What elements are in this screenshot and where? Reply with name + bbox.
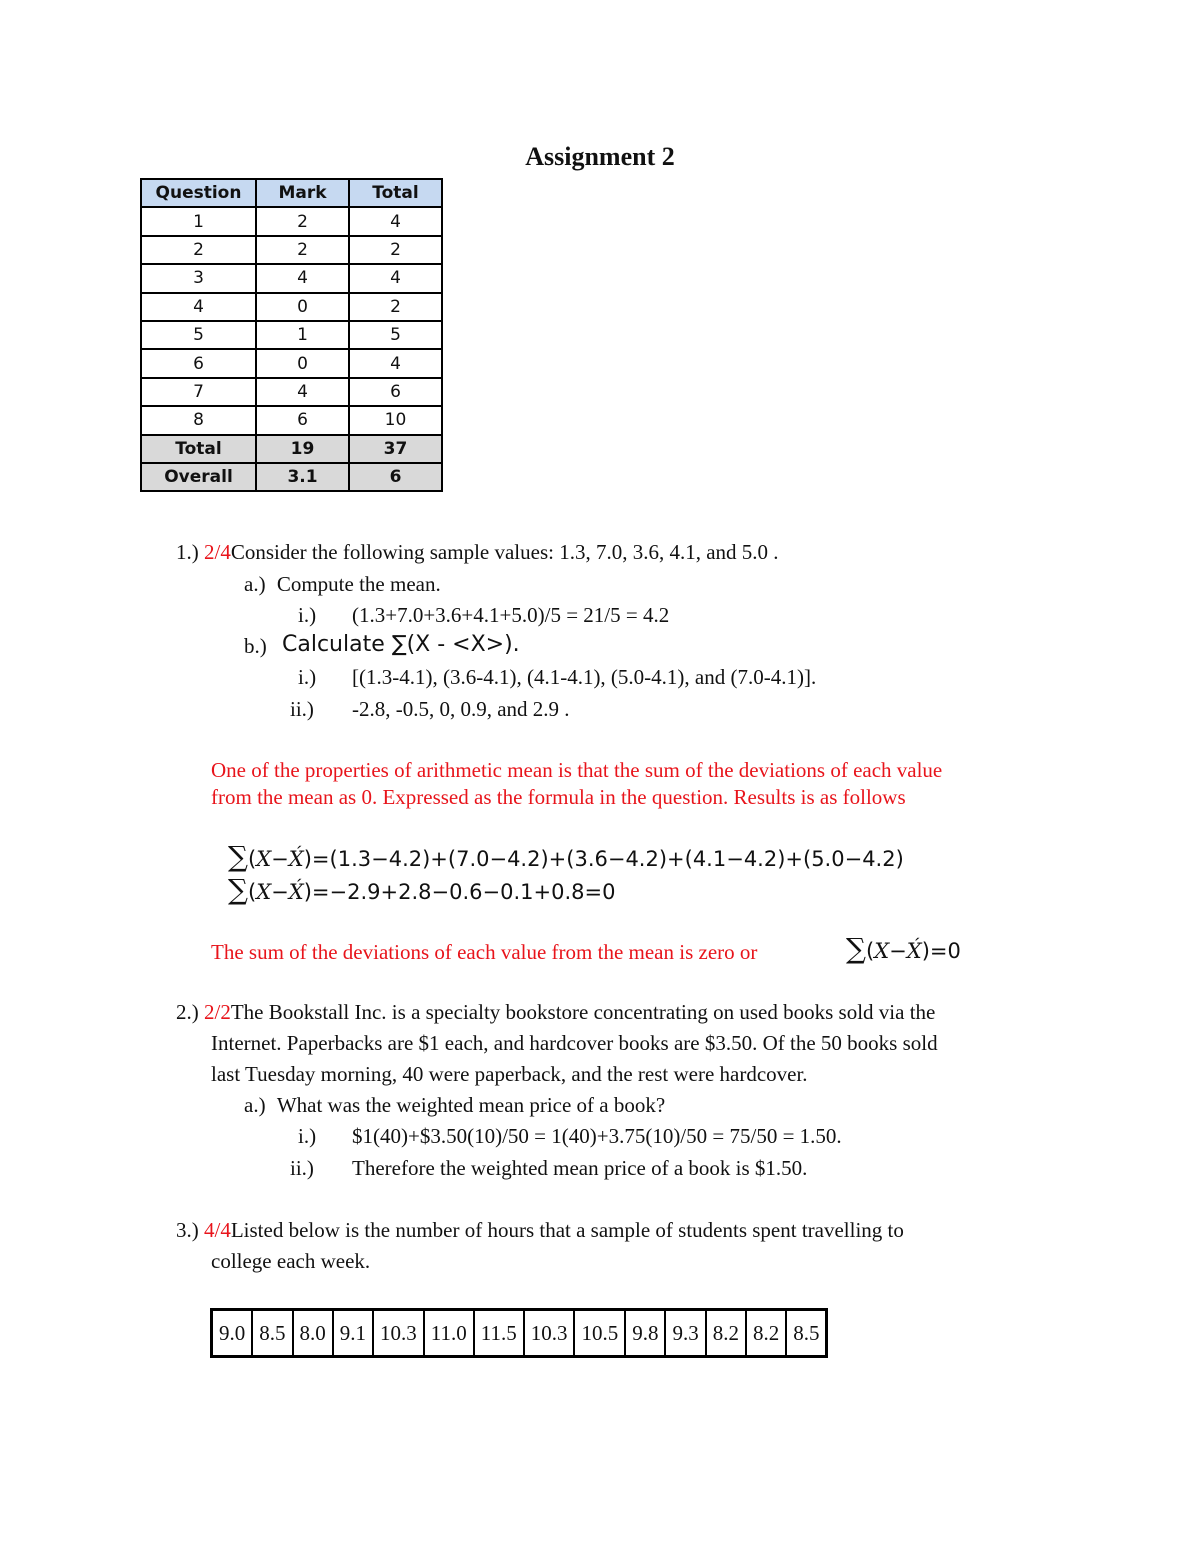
table-cell: 4 [349,264,442,292]
var-x: X [256,880,272,904]
hours-cell: 10.3 [524,1310,575,1357]
hours-cell: 10.3 [373,1310,424,1357]
table-cell: 4 [141,293,256,321]
table-cell: 0 [256,293,349,321]
q2a-line [244,1093,665,1118]
var-xbar: X́ [288,880,304,904]
table-row [141,378,442,406]
hours-cell: 8.2 [706,1310,746,1357]
sigma-icon: ∑ [846,932,866,965]
table-cell: 10 [349,406,442,434]
q3-number: 3.) [176,1218,199,1242]
table-cell: 4 [349,207,442,235]
table-cell: 5 [141,321,256,349]
var-x: X [874,939,890,963]
q1-conclusion: The sum of the deviations of each value from the mean is zero or [211,940,758,964]
total-row [141,435,442,463]
hours-cell: 9.0 [212,1310,253,1357]
table-cell: 4 [349,349,442,377]
table-cell: 5 [349,321,442,349]
table-row [141,349,442,377]
q2-text-3: last Tuesday morning, 40 were paperback, and the rest were hardcover. [211,1062,808,1086]
table-cell: Total [141,435,256,463]
var-xbar: X́ [288,847,304,871]
q1b-label: b.) [244,634,267,658]
overall-row [141,463,442,491]
q1-text: Consider the following sample values: 1.3, 7.0, 3.6, 4.1, and 5.0 . [230,540,779,564]
table-row [141,406,442,434]
table-cell: 6 [349,378,442,406]
table-cell: 0 [256,349,349,377]
q2a-label: a.) [244,1093,266,1117]
q1a-line [244,572,441,597]
table-cell: 2 [349,236,442,264]
header-total: Total [349,179,442,207]
header-question: Question [141,179,256,207]
table-cell: 8 [141,406,256,434]
table-cell: 7 [141,378,256,406]
marks-table-header [141,179,442,207]
q3-line [176,1218,904,1243]
var-x: X [256,847,272,871]
hours-cell: 9.8 [625,1310,665,1357]
hours-cell: 9.3 [665,1310,705,1357]
q2-text-2: Internet. Paperbacks are $1 each, and hardcover books are $3.50. Of the 50 books sold [211,1031,938,1055]
page-title: Assignment 2 [525,142,675,171]
q1-number: 1.) [176,540,199,564]
table-cell: 4 [256,378,349,406]
sigma-icon: ∑ [228,840,248,873]
table-cell: 2 [256,207,349,235]
q1b-text: Calculate ∑(X - <X>). [282,632,520,657]
table-row [141,264,442,292]
table-cell: 2 [141,236,256,264]
q1-comment-1: One of the properties of arithmetic mean is that the sum of the deviations of each value [211,758,943,782]
equation-2-rhs: =−2.9+2.8−0.6−0.1+0.8=0 [311,880,616,904]
q2-text-1: The Bookstall Inc. is a specialty bookstore concentrating on used books sold via the [230,1000,936,1024]
q3-score: 4/4 [204,1218,231,1242]
hours-cell: 10.5 [574,1310,625,1357]
q3-text-2: college each week. [211,1249,371,1273]
table-cell: 6 [141,349,256,377]
q3-text-1: Listed below is the number of hours that a sample of students spent travelling to [230,1218,904,1242]
equation-3: ∑(X−X́)=0 [846,932,961,965]
equation-1-rhs: =(1.3−4.2)+(7.0−4.2)+(3.6−4.2)+(4.1−4.2)+(5.0−4.2) [311,847,904,871]
q2aii-label: ii.) [290,1156,314,1180]
q1-comment-2: from the mean as 0. Expressed as the formula in the question. Results is as follows [211,785,906,809]
q1ai-label: i.) [298,603,317,627]
q1bii-label: ii.) [290,697,314,721]
table-cell: 2 [349,293,442,321]
hours-cell: 11.0 [424,1310,474,1357]
table-cell: 3 [141,264,256,292]
hours-cell: 11.5 [474,1310,524,1357]
equation-2: ∑(X−X́)=−2.9+2.8−0.6−0.1+0.8=0 [228,873,616,906]
hours-cell: 8.2 [746,1310,786,1357]
q1a-text: Compute the mean. [276,572,441,596]
table-cell: 3.1 [256,463,349,491]
hours-row [212,1310,827,1357]
table-cell: 6 [349,463,442,491]
hours-table [210,1308,828,1358]
var-xbar: X́ [906,939,922,963]
table-cell: 37 [349,435,442,463]
header-mark: Mark [256,179,349,207]
q2ai-text: $1(40)+$3.50(10)/50 = 1(40)+3.75(10)/50 = 75/50 = 1.50. [352,1124,842,1148]
table-cell: 1 [141,207,256,235]
q2aii-text: Therefore the weighted mean price of a book is $1.50. [352,1156,808,1180]
q2a-text: What was the weighted mean price of a book? [276,1093,666,1117]
q2-score: 2/2 [204,1000,231,1024]
table-row [141,236,442,264]
sigma-icon: ∑ [228,873,248,906]
equation-1: ∑(X−X́)=(1.3−4.2)+(7.0−4.2)+(3.6−4.2)+(4.1−4.2)+(5.0−4.2) [228,840,904,873]
q2-line [176,1000,935,1025]
table-cell: 4 [256,264,349,292]
table-row [141,207,442,235]
q1a-label: a.) [244,572,266,596]
table-cell: 6 [256,406,349,434]
q1bi-text: [(1.3-4.1), (3.6-4.1), (4.1-4.1), (5.0-4.1), and (7.0-4.1)]. [352,665,817,689]
hours-cell: 8.0 [293,1310,333,1357]
marks-table [140,178,443,492]
hours-cell: 8.5 [252,1310,292,1357]
table-cell: 19 [256,435,349,463]
q1bi-label: i.) [298,665,317,689]
hours-cell: 9.1 [333,1310,373,1357]
q2-number: 2.) [176,1000,199,1024]
q1-score: 2/4 [204,540,231,564]
q2ai-label: i.) [298,1124,317,1148]
q1-line [176,540,779,565]
q1bii-text: -2.8, -0.5, 0, 0.9, and 2.9 . [352,697,570,721]
table-cell: Overall [141,463,256,491]
q1ai-text: (1.3+7.0+3.6+4.1+5.0)/5 = 21/5 = 4.2 [352,603,670,627]
equation-3-rhs: =0 [929,939,961,963]
table-cell: 2 [256,236,349,264]
table-cell: 1 [256,321,349,349]
table-row [141,293,442,321]
table-row [141,321,442,349]
hours-cell: 8.5 [786,1310,827,1357]
